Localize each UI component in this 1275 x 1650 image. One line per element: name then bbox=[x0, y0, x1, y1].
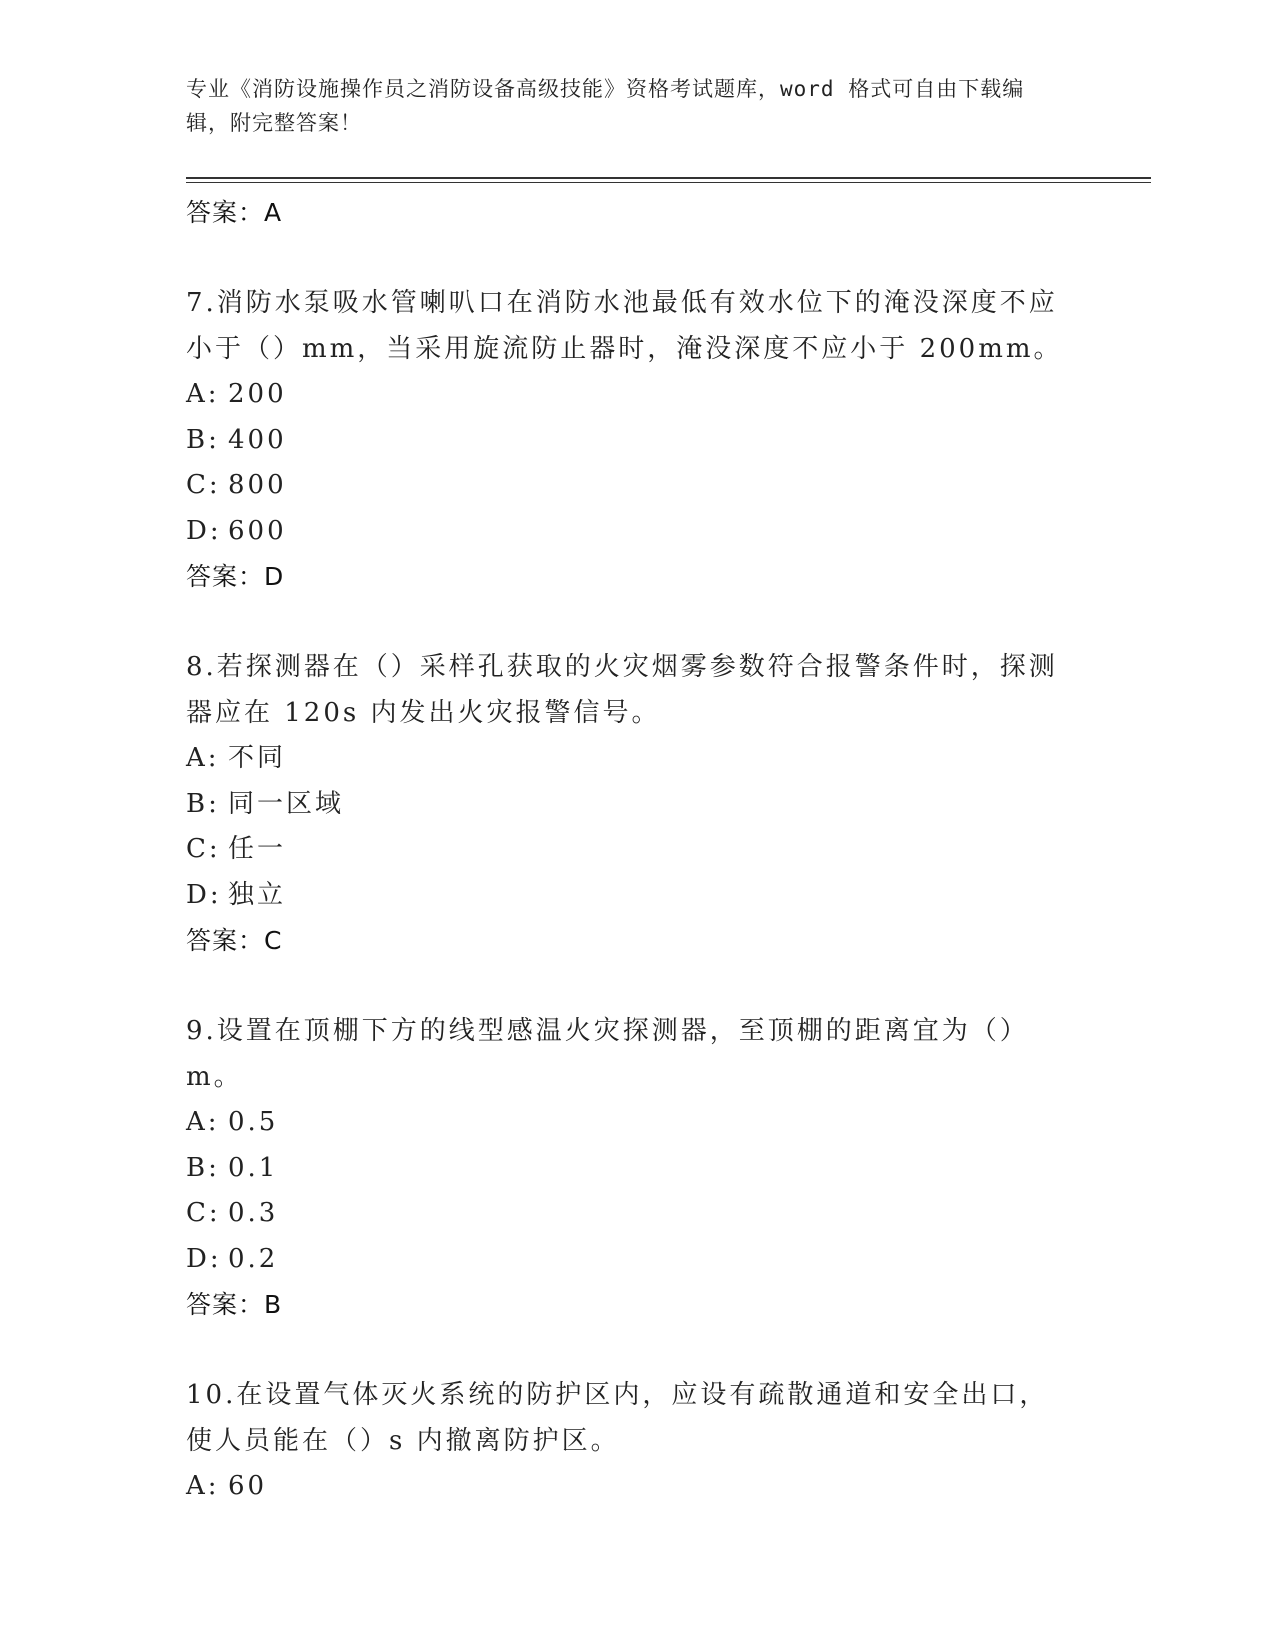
option-c bbox=[186, 1191, 1066, 1237]
option-a bbox=[186, 1464, 1066, 1510]
option-letter: D: bbox=[186, 1243, 222, 1274]
option-letter: A: bbox=[186, 379, 220, 409]
answer-label: 答案： bbox=[186, 198, 265, 227]
option-a bbox=[186, 736, 1066, 782]
document-content bbox=[186, 190, 1066, 1510]
option-d bbox=[186, 1237, 1066, 1283]
answer-line bbox=[186, 190, 1066, 236]
option-text: 同一区域 bbox=[228, 788, 345, 819]
spacer bbox=[186, 600, 1066, 644]
option-text: 独立 bbox=[228, 879, 287, 910]
option-c bbox=[186, 827, 1066, 873]
option-d bbox=[186, 873, 1066, 919]
answer-label: 答案： bbox=[186, 926, 265, 955]
option-a bbox=[186, 372, 1066, 418]
option-text: 200 bbox=[228, 379, 287, 409]
option-letter: C: bbox=[186, 470, 221, 500]
header-divider-thick bbox=[186, 177, 1151, 179]
option-text: 400 bbox=[228, 424, 287, 455]
answer-value: C bbox=[264, 926, 283, 955]
answer-value: D bbox=[264, 562, 285, 591]
question-text: 9.设置在顶棚下方的线型感温火灾探测器，至顶棚的距离宜为（）m。 bbox=[186, 1016, 1029, 1092]
option-letter: C: bbox=[186, 1198, 221, 1228]
answer-label: 答案： bbox=[186, 562, 265, 591]
question-block bbox=[186, 1008, 1066, 1328]
spacer bbox=[186, 964, 1066, 1008]
option-text: 800 bbox=[228, 470, 287, 500]
option-letter: A: bbox=[186, 1471, 220, 1501]
option-letter: B: bbox=[186, 1152, 220, 1183]
option-letter: A: bbox=[186, 1107, 220, 1137]
option-letter: B: bbox=[186, 424, 220, 455]
option-text: 0.3 bbox=[228, 1198, 279, 1228]
option-a bbox=[186, 1100, 1066, 1146]
option-text: 600 bbox=[228, 515, 287, 546]
option-d bbox=[186, 509, 1066, 555]
question-text: 7.消防水泵吸水管喇叭口在消防水池最低有效水位下的淹没深度不应小于（）mm，当采用旋流防止器时，淹没深度不应小于 200mm。 bbox=[186, 288, 1063, 364]
document-header: 专业《消防设施操作员之消防设备高级技能》资格考试题库，word 格式可自由下载编辑，附完整答案！ bbox=[186, 77, 1025, 135]
answer-value: A bbox=[264, 198, 283, 227]
option-text: 不同 bbox=[228, 743, 287, 773]
answer-line bbox=[186, 1282, 1066, 1328]
answer-line bbox=[186, 554, 1066, 600]
option-letter: B: bbox=[186, 788, 220, 819]
question-block bbox=[186, 280, 1066, 600]
answer-line bbox=[186, 918, 1066, 964]
option-letter: D: bbox=[186, 879, 222, 910]
option-text: 0.1 bbox=[228, 1152, 279, 1183]
spacer bbox=[186, 1328, 1066, 1372]
answer-value: B bbox=[264, 1290, 283, 1319]
option-text: 0.2 bbox=[228, 1243, 279, 1274]
question-text: 8.若探测器在（）采样孔获取的火灾烟雾参数符合报警条件时，探测器应在 120s 内发出火灾报警信号。 bbox=[186, 652, 1058, 728]
header-divider-thin bbox=[186, 182, 1151, 183]
option-b bbox=[186, 782, 1066, 828]
option-b bbox=[186, 1146, 1066, 1192]
answer-label: 答案： bbox=[186, 1290, 265, 1319]
option-letter: C: bbox=[186, 834, 221, 864]
option-letter: A: bbox=[186, 743, 220, 773]
option-text: 60 bbox=[228, 1471, 268, 1501]
option-letter: D: bbox=[186, 515, 222, 546]
question-block bbox=[186, 1372, 1066, 1510]
option-c bbox=[186, 463, 1066, 509]
question-block bbox=[186, 644, 1066, 964]
option-text: 任一 bbox=[228, 834, 287, 864]
option-text: 0.5 bbox=[228, 1107, 279, 1137]
spacer bbox=[186, 236, 1066, 280]
option-b bbox=[186, 418, 1066, 464]
question-text: 10.在设置气体灭火系统的防护区内，应设有疏散通道和安全出口，使人员能在（）s 内撤离防护区。 bbox=[186, 1380, 1049, 1456]
